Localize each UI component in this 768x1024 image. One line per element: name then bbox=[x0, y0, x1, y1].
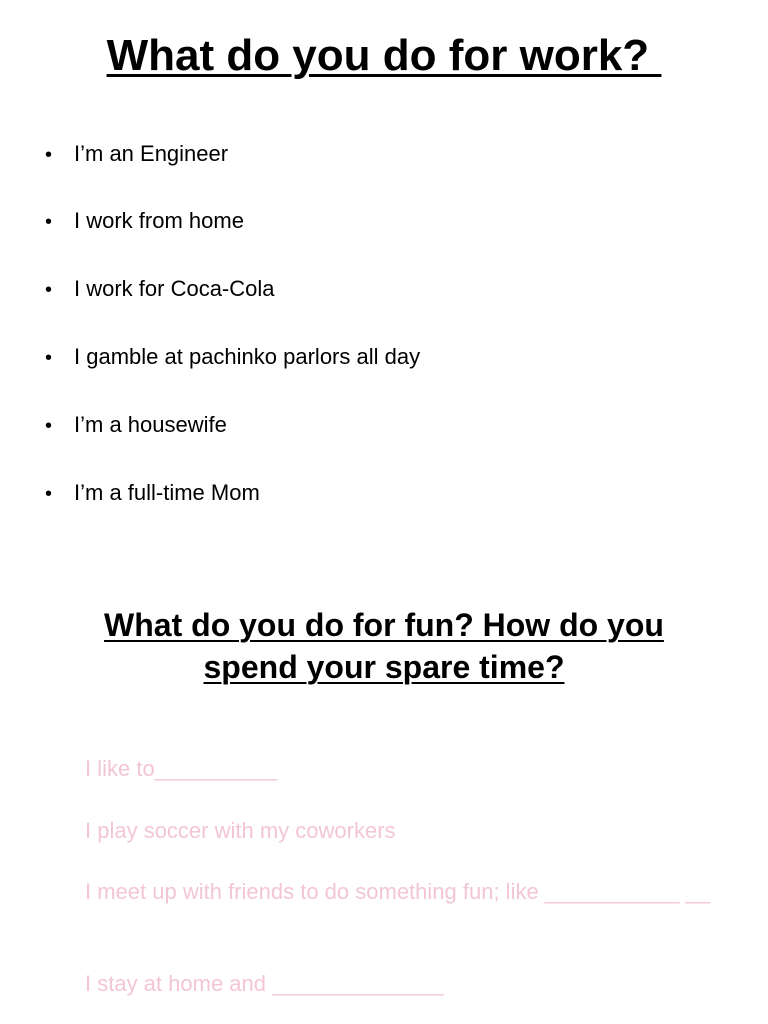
list-item-text: I gamble at pachinko parlors all day bbox=[74, 344, 421, 369]
bullet-icon: • bbox=[45, 483, 53, 505]
list-item bbox=[45, 411, 227, 440]
bullet-icon: • bbox=[45, 279, 53, 301]
fun-answer: I meet up with friends to do something fun; like ___________ __ bbox=[85, 879, 710, 904]
list-item bbox=[45, 207, 244, 236]
bullet-icon: • bbox=[45, 415, 53, 437]
bullet-icon: • bbox=[45, 211, 53, 233]
bullet-icon: • bbox=[45, 347, 53, 369]
list-item bbox=[45, 343, 420, 372]
bullet-icon: • bbox=[45, 144, 53, 166]
list-item-text: I’m an Engineer bbox=[74, 141, 229, 166]
list-item bbox=[45, 140, 228, 169]
list-item-text: I work from home bbox=[74, 208, 244, 233]
fun-answer: I stay at home and ______________ bbox=[85, 971, 444, 996]
section-heading: What do you do for fun? How do you spend your spare time? bbox=[104, 607, 664, 685]
list-item-text: I’m a housewife bbox=[74, 412, 227, 437]
list-item bbox=[45, 275, 275, 304]
fun-answer: I like to__________ bbox=[85, 756, 278, 781]
fun-answer: I play soccer with my coworkers bbox=[85, 818, 396, 843]
list-item bbox=[45, 479, 260, 508]
page-title: What do you do for work? bbox=[106, 31, 662, 80]
list-item-text: I’m a full-time Mom bbox=[74, 480, 260, 505]
list-item-text: I work for Coca-Cola bbox=[74, 276, 275, 301]
